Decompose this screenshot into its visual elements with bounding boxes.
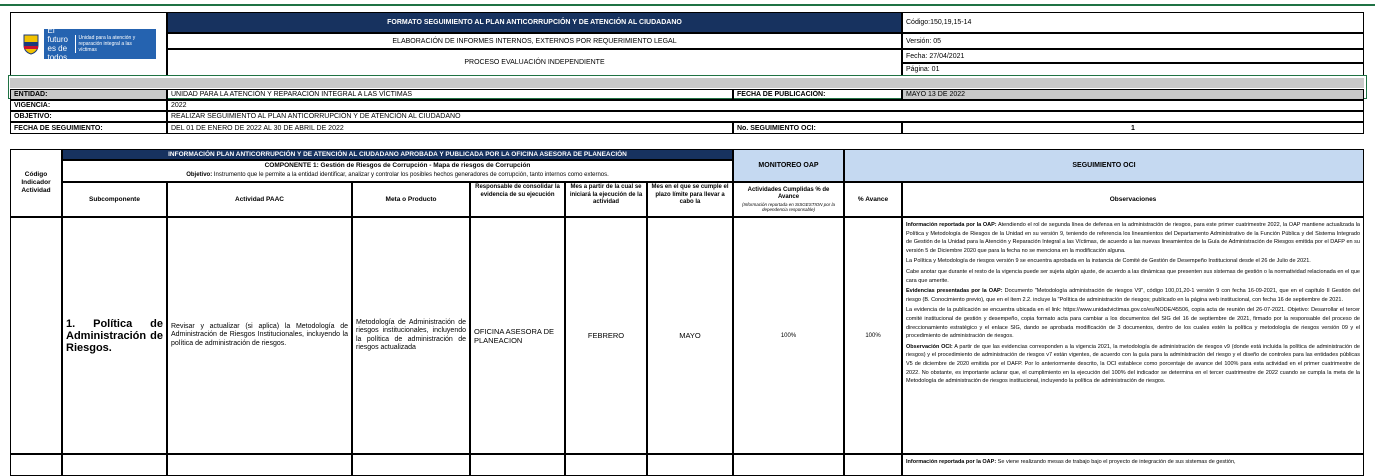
logo-entity-text: Unidad para la atención y reparación integral a las víctimas [75, 35, 152, 53]
col-observaciones: Observaciones [902, 182, 1364, 217]
objetivo-label: OBJETIVO: [10, 111, 167, 122]
logo-line-1: El futuro [47, 26, 68, 44]
objetivo-row-label: Objetivo: [186, 172, 213, 178]
fecha-seguimiento-value: DEL 01 DE ENERO DE 2022 AL 30 DE ABRIL DE 2022 [167, 122, 733, 134]
row2-mes-inicio [565, 454, 647, 476]
form-title: FORMATO SEGUIMIENTO AL PLAN ANTICORRUPCIÓN Y DE ATENCIÓN AL CIUDADANO [167, 12, 902, 33]
row1-cumplidas: 100% [733, 217, 844, 454]
obs-paragraph [906, 221, 1360, 255]
obs-paragraph-text: La evidencia de la publicación se encuentra ubicada en el link: https://www.unidadvictimas.gov.co/es/NODE/45506, copia acta de reunión del 26-07-2021. Objetivo: Desarrollar el tercer comité institucional de gestión y desempeño, copia formato acta para cambiar a los documentos del SIG del 16 de septiembre de 2021, firmado por la responsable del proceso de direccionamiento estratégico y el enlace SIG, dando se aprobada modificación de 3 documentos, dentro de los cuales estén la política y metodología de riesgos versión 09 y el procedimiento de administración de riesgos. [906, 307, 1360, 340]
obs-paragraph [906, 257, 1360, 266]
col-cumplidas-label: Actividades Cumplidas % de Avance [747, 186, 830, 200]
col-responsable: Responsable de consolidar la evidencia de su ejecución [470, 182, 565, 217]
entidad-label: ENTIDAD: [10, 89, 167, 100]
obs-paragraph [906, 306, 1360, 340]
codigo-header: Código Indicador Actividad [10, 149, 62, 217]
no-seguimiento-value: 1 [902, 122, 1364, 134]
obs-paragraph-label: Información reportada por la OAP: [906, 222, 997, 228]
row1-observaciones [902, 217, 1364, 454]
vigencia-value: 2022 [167, 100, 1364, 111]
obs-paragraph-text: Documento "Metodología administración de riesgos V9", código 100,01,20-1 versión 9 con fecha 16-09-2021, que en el capítulo II Gestión del riesgo (B. Conocimiento previo), que en el ítem 2.2. incluye la "Política de administración de riesgos; publicado en la página web institucional, con fecha 16 de septiembre de 2021. [906, 288, 1360, 303]
logo-box [10, 12, 167, 76]
logo-line-2: es de todos [47, 44, 68, 62]
row2-avance [844, 454, 902, 476]
seguimiento-header: SEGUIMIENTO OCI [844, 149, 1364, 182]
objetivo-row-text: Instrumento que le permite a la entidad identificar, analizar y controlar los posibles hechos generadores de corrupción, tanto internos como externos. [213, 172, 609, 178]
obs-paragraph-label: Evidencias presentadas por la OAP: [906, 288, 1003, 295]
col-actividad: Actividad PAAC [167, 182, 352, 217]
componente-header: COMPONENTE 1: Gestión de Riesgos de Corrupción - Mapa de riesgos de Corrupción [62, 160, 733, 169]
row2-cumplidas [733, 454, 844, 476]
col-mes-fin: Mes en el que se cumple el plazo límite para llevar a cabo la [647, 182, 733, 217]
obs-paragraph-text: Atendiendo el rol de segunda línea de defensa en la administración de riesgos, para este primer cuatrimestre 2022, la OAP mantiene actualizada la Política y Metodología de Riesgos de la Unidad en su versión 9, teniendo de referencia los lineamientos del Departamento Administrativo de la Función Pública y del Sistema Integrado de Gestión de la Unidad para la Atención y Reparación Integral a las Víctimas, de acuerdo a las nuevas lineamientos de la Guía de Administración de Riesgos emitida por el DAFP en su versión 5 de Diciembre 2020 que para la fecha no se menciona en la modificación alguna. [906, 222, 1360, 254]
fecha-publicacion-label: FECHA DE PUBLICACIÓN: [733, 89, 902, 100]
row2-meta [352, 454, 470, 476]
row2-observaciones [902, 454, 1364, 476]
objetivo-value: REALIZAR SEGUIMIENTO AL PLAN ANTICORRUPCIÓN Y DE ATENCIÓN AL CIUDADANO [167, 111, 1364, 122]
entidad-value: UNIDAD PARA LA ATENCIÓN Y REPARACIÓN INTEGRAL A LAS VÍCTIMAS [167, 89, 733, 100]
obs-paragraph [906, 343, 1360, 386]
top-frame-line [0, 4, 1375, 6]
form-pagina: Página: 01 [902, 63, 1364, 76]
col-cumplidas [733, 182, 844, 217]
obs-paragraph [906, 287, 1360, 304]
row2-obs-text: Se viene realizando mesas de trabajo bajo el proyecto de integración de sus sistemas de gestión, [996, 459, 1236, 465]
row1-mes-fin: MAYO [647, 217, 733, 454]
monitoreo-header: MONITOREO OAP [733, 149, 844, 182]
col-avance: % Avance [844, 182, 902, 217]
row2-actividad [167, 454, 352, 476]
row1-avance: 100% [844, 217, 902, 454]
row1-codigo [10, 217, 62, 454]
col-meta: Meta o Producto [352, 182, 470, 217]
vigencia-label: VIGENCIA: [10, 100, 167, 111]
row1-subcomponente: 1. Política de Administración de Riesgos. [62, 217, 167, 454]
info-plan-header: INFORMACIÓN PLAN ANTICORRUPCIÓN Y DE ATENCIÓN AL CIUDADANO APROBADA Y PUBLICADA POR LA OFICINA ASESORA DE PLANEACIÓN [62, 149, 733, 160]
obs-paragraph-text: A partir de que las evidencias corresponden a la vigencia 2021, la metodología de administración de riesgos v9 (donde está incluida la política de administración de riesgos) y el procedimiento de administración de riesgos v7 están vigentes, de acuerdo con la guía para la administración del riesgo y el diseño de controles para las entidades públicas V5 de diciembre de 2020 emitida por el DAFP. Por lo anteriormente descrito, la OCI establece como porcentaje de avance del 100% para esta actividad en el primer cuatrimestre de 2022. No obstante, es importante aclarar que, el cumplimiento en la ejecución del 100% del indicador se determina en el tercer cuatrimestre de 2022 cuando se cumpla la meta de la Metodología de administración de riesgos institucional, incluyendo la política de administración de riesgos. [906, 343, 1360, 385]
row2-subcomponente [62, 454, 167, 476]
no-seguimiento-label: No. SEGUIMIENTO OCI: [733, 122, 902, 134]
form-subtitle: ELABORACIÓN DE INFORMES INTERNOS, EXTERNOS POR REQUERIMIENTO LEGAL [167, 33, 902, 49]
obs-paragraph-text: Cabe anotar que durante el resto de la vigencia puede ser sujeta algún ajuste, de acuerdo a las dinámicas que presenten sus sistemas de gestión o la normatividad relacionada en el que cara que amerite. [906, 268, 1360, 284]
form-fecha: Fecha: 27/04/2021 [902, 49, 1364, 63]
form-codigo: Código:150,19,15-14 [902, 12, 1364, 33]
row1-meta: Metodología de Administración de riesgos institucionales, incluyendo la política de administración de riesgos actualizada [352, 217, 470, 454]
row2-codigo [10, 454, 62, 476]
col-mes-inicio: Mes a partir de la cual se iniciará la ejecución de la actividad [565, 182, 647, 217]
row2-responsable [470, 454, 565, 476]
row2-obs-bold: Información reportada por la OAP: [906, 459, 997, 465]
row1-mes-inicio: FEBRERO [565, 217, 647, 454]
form-version: Versión: 05 [902, 33, 1364, 49]
col-cumplidas-note: (Información reportada en SISGESTION por la dependencia responsable) [741, 201, 836, 212]
form-process: PROCESO EVALUACIÓN INDEPENDIENTE [167, 49, 902, 76]
obs-paragraph-text: La Política y Metodología de riesgos versión 9 se encuentra aprobada en la instancia de Comité de Gestión de Desempeño Institucional desde el 26 de Julio de 2021. [906, 258, 1311, 265]
col-subcomponente: Subcomponente [62, 182, 167, 217]
objetivo-row [62, 169, 733, 182]
row1-actividad: Revisar y actualizar (si aplica) la Metodología de Administración de Riesgos Institucionales, incluyendo la política de administración de riesgos. [167, 217, 352, 454]
obs-paragraph [906, 268, 1360, 285]
fecha-seguimiento-label: FECHA DE SEGUIMIENTO: [10, 122, 167, 134]
fecha-publicacion-value: MAYO 13 DE 2022 [902, 89, 1364, 100]
coat-of-arms-icon [22, 33, 40, 55]
row2-mes-fin [647, 454, 733, 476]
row1-responsable: OFICINA ASESORA DE PLANEACION [470, 217, 565, 454]
obs-paragraph-label: Observación OCI: [906, 343, 953, 350]
